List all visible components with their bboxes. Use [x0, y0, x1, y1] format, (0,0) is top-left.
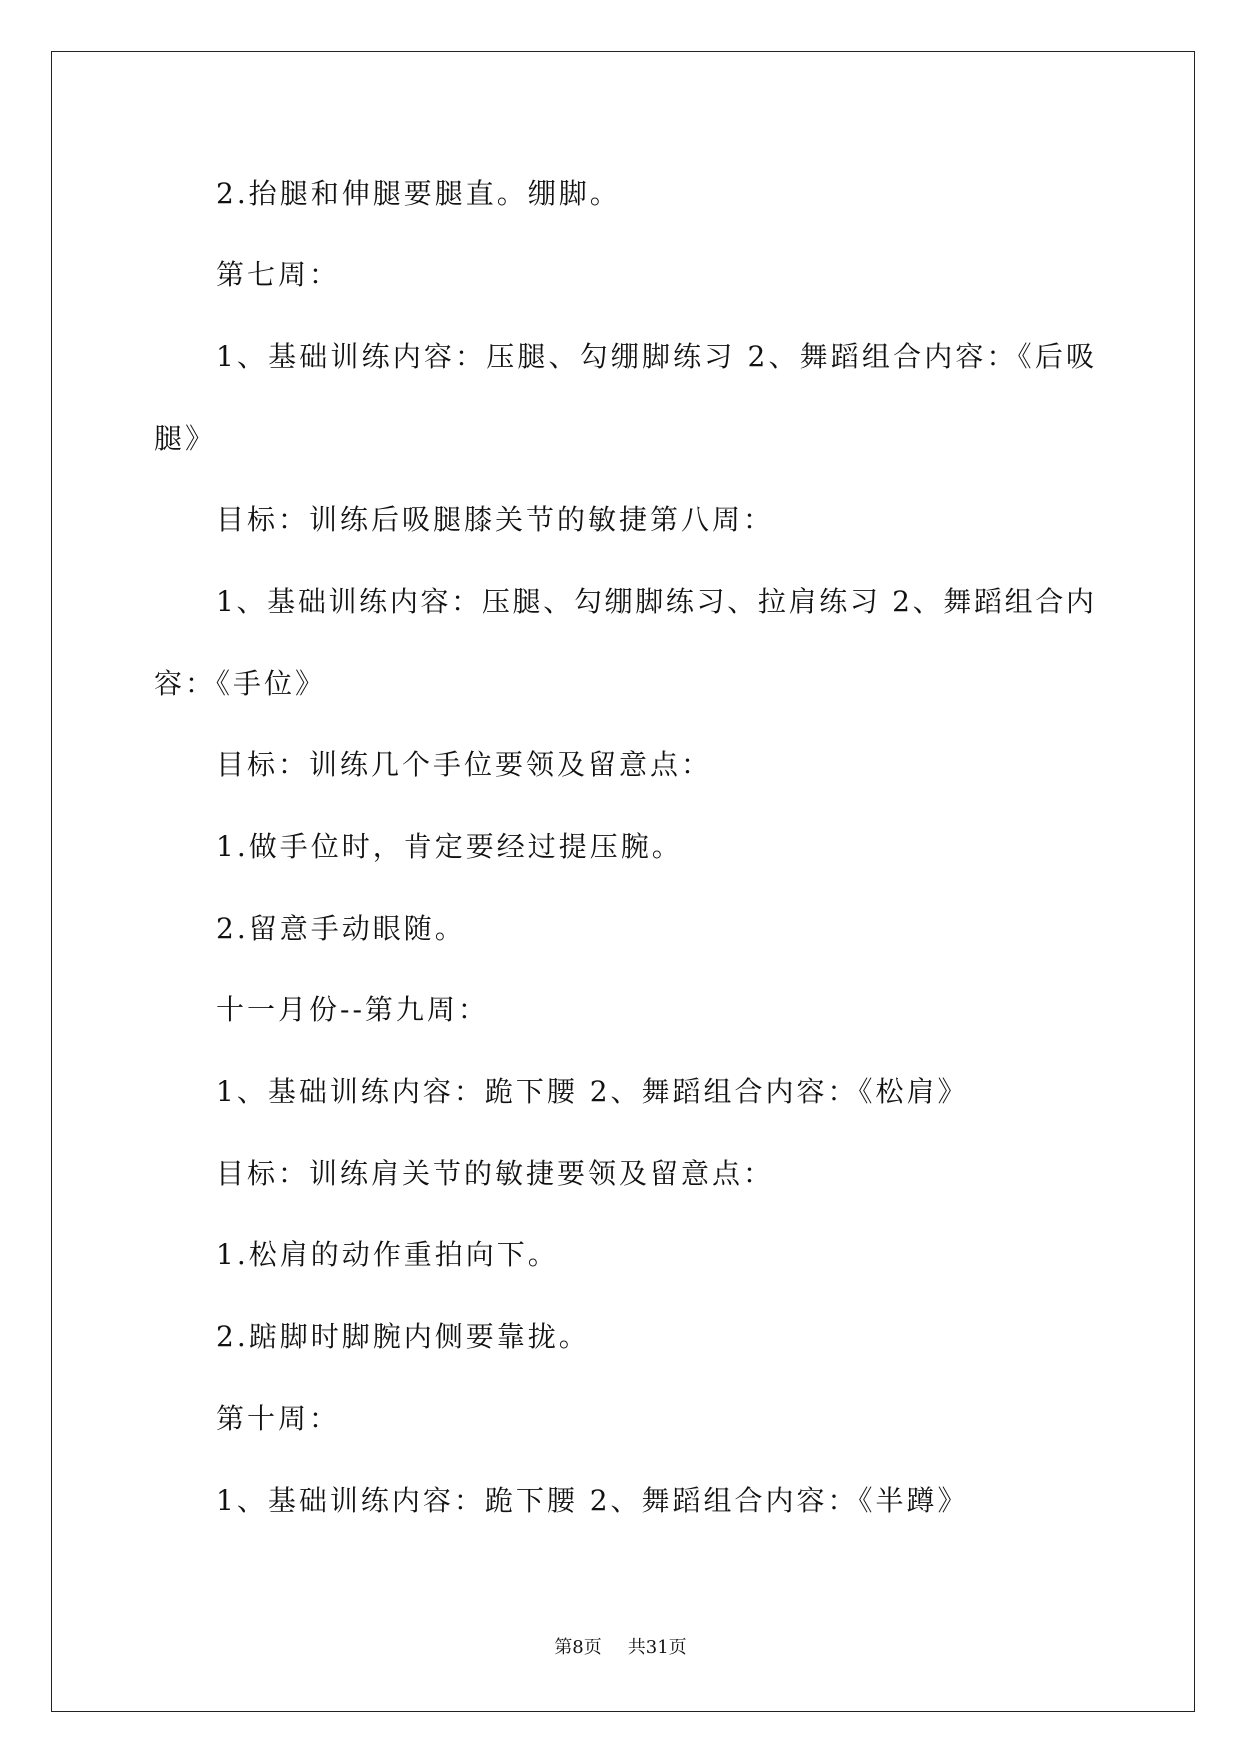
training-content [154, 1051, 1094, 1133]
week-heading [154, 234, 1094, 316]
text-line: 第七周： [216, 258, 341, 292]
text-line: 1、基础训练内容：跪下腰 2、舞蹈组合内容：《半蹲》 [216, 1483, 969, 1517]
text-line: 腿》 [154, 421, 217, 455]
text-line: 2.抬腿和伸腿要腿直。绷脚。 [216, 176, 621, 210]
text-line: 1.松肩的动作重拍向下。 [216, 1238, 559, 1272]
text-line: 1、基础训练内容：压腿、勾绷脚练习 2、舞蹈组合内容：《后吸 [216, 339, 1094, 373]
page-total: 共31页 [627, 1637, 687, 1658]
key-point-item [154, 888, 1094, 970]
text-line: 2.踮脚时脚腕内侧要靠拢。 [216, 1320, 590, 1354]
page-number: 第8页 [554, 1637, 602, 1658]
document-body [154, 153, 1094, 1542]
text-line: 十一月份--第九周： [216, 993, 489, 1027]
training-content [154, 1460, 1094, 1542]
text-line: 容：《手位》 [154, 666, 327, 700]
text-line: 目标：训练肩关节的敏捷要领及留意点： [216, 1156, 775, 1190]
key-point-item [154, 1296, 1094, 1378]
training-content [154, 316, 1094, 479]
page-footer [0, 1636, 1241, 1660]
training-content [154, 561, 1094, 724]
text-line: 1、基础训练内容：跪下腰 2、舞蹈组合内容：《松肩》 [216, 1075, 969, 1109]
text-line: 目标：训练几个手位要领及留意点： [216, 748, 713, 782]
text-line: 目标：训练后吸腿膝关节的敏捷第八周： [216, 503, 775, 537]
text-line: 1.做手位时，肯定要经过提压腕。 [216, 830, 683, 863]
training-goal [154, 724, 1094, 806]
week-heading [154, 969, 1094, 1051]
text-line: 2.留意手动眼随。 [216, 911, 466, 945]
training-goal [154, 1133, 1094, 1215]
training-goal [154, 479, 1094, 561]
key-point-item [154, 153, 1094, 235]
text-line: 1、基础训练内容：压腿、勾绷脚练习、拉肩练习 2、舞蹈组合内 [216, 584, 1094, 618]
week-heading [154, 1378, 1094, 1460]
key-point-item [154, 1214, 1094, 1296]
key-point-item [154, 806, 1094, 888]
text-line: 第十周： [216, 1401, 341, 1435]
